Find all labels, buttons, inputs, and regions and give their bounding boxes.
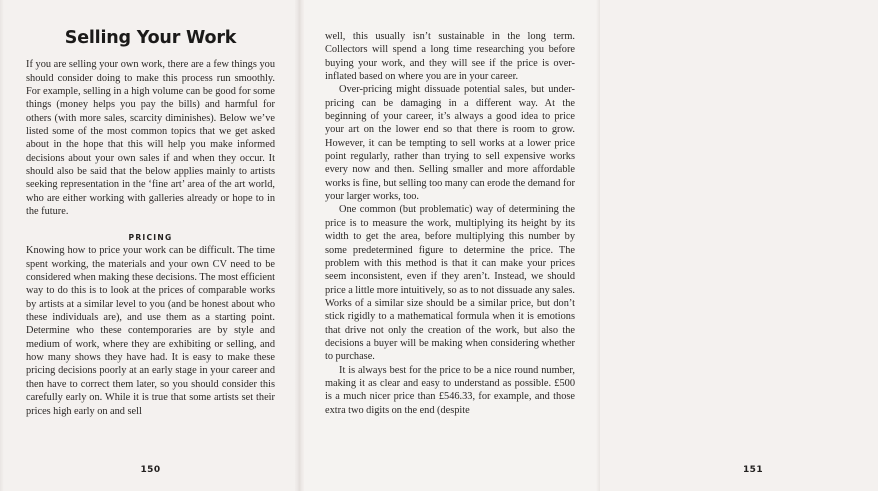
pricing-paragraph: Knowing how to price your work can be difficult. The time spent working, the materials and your own CV need to be considered when making these decisions. The most efficient way to do this is to look at the prices of comparable works by artists at a similar level to you (and be honest about who these individuals are), and use them as a starting point. Determine who these contemporaries are by style and medium of work, where they are exhibiting or selling, and how many shows they have had. It is easy to make these pricing decisions poorly at an early stage in your career and then have to correct them later, so you should consider this carefully early on. While it is true that some artists set their prices high early on and sell [26,245,275,417]
right-paragraph-4: It is always best for the price to be a nice round number, making it as clear and easy to understand as possible. £500 is a much nicer price than £546.33, for example, and those extra two digits on the end (despite [325,364,575,416]
page-number-right: 151 [743,465,763,475]
right-paragraph-2: Over-pricing might dissuade potential sales, but under-pricing can be damaging in a different way. At the beginning of your career, it’s always a good idea to price your art on the lower end so that there is room to grow. However, it can be tempting to sell works at a lower price point regularly, rather than trying to sell expensive works every now and then. Selling smaller and more affordable works is fine, but selling too many can erode the demand for your larger works, too. [325,84,575,203]
chapter-title: Selling Your Work [64,28,237,48]
left-intro-paragraph: If you are selling your own work, there are a few things you should consider doing to make this process run smoothly. For example, selling in a high volume can be good for some things (money helps you pay the bills) and harmful for others (with more sales, scarcity diminishes). Below we’ve listed some of the most common topics that we get asked about in the hope that this will help you make informed decisions about your own sales if and when they occur. It should also be said that the below applies mainly to artists seeking representation in the ‘fine art’ area of the art world, who are either working with galleries already or hope to in the future. [26,59,275,218]
left-page [0,0,297,491]
section-heading-pricing: PRICING [128,233,173,243]
page-number-left: 150 [140,465,161,475]
right-page [303,0,763,491]
right-paragraph-1: well, this usually isn’t sustainable in the long term. Collectors will spend a long time researching you before buying your work, and they will see if the price is over-inflated based on where you are in your career. [325,31,575,83]
right-paragraph-3: One common (but problematic) way of determining the price is to measure the work, multiplying its height by its width to get the area, before multiplying this number by some predetermined figure to determine the price. The problem with this method is that it can make your prices seem inconsistent, even if they aren’t. Instead, we should price a little more intuitively, so as to not dissuade any sales. Works of a similar size should be a similar price, but don’t stick rigidly to a mathematical formula when it is emotions that drive not only the creation of the work, but also the decisions a buyer will be making when considering whether to purchase. [325,204,575,363]
